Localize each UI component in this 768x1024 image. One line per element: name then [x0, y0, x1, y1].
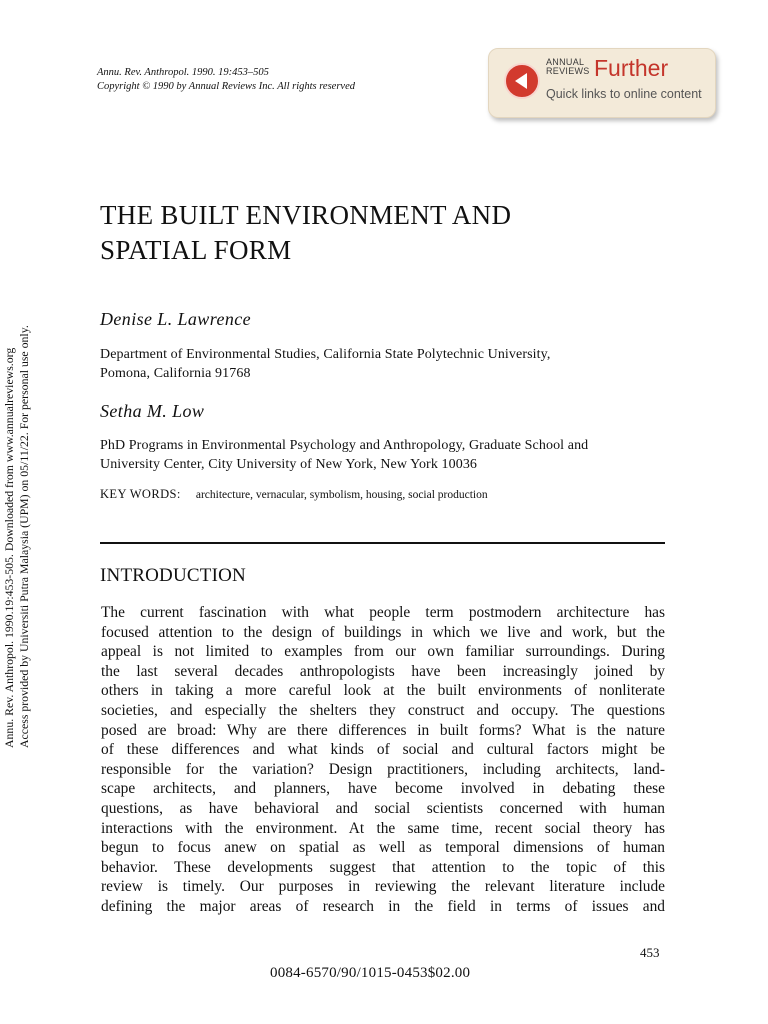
author-name: Setha M. Low — [100, 401, 205, 421]
author-affiliation: Department of Environmental Studies, California State Polytechnic University, Pomona, California 91768 — [100, 347, 551, 381]
text-line: review is timely. Our purposes in reviewing the relevant literature include — [101, 878, 665, 896]
keywords-label: KEY WORDS: — [100, 487, 181, 501]
section-heading: INTRODUCTION — [100, 565, 246, 586]
text-line: questions, as have behavioral and social scientists concerned with human — [101, 799, 665, 817]
text-line: focused attention to the design of buildings in which we live and work, but the — [101, 623, 665, 641]
text-line: behavior. These developments suggest that attention to the topic of this — [101, 858, 665, 876]
text-line: defining the major areas of research in the field in terms of issues and — [101, 897, 665, 915]
author-name: Denise L. Lawrence — [100, 309, 252, 329]
journal-header — [97, 66, 355, 94]
keywords — [100, 487, 488, 502]
title-line2: SPATIAL FORM — [100, 235, 292, 265]
text-line: responsible for the variation? Design practitioners, including architects, land- — [101, 760, 665, 778]
annual-reviews-brand: ANNUAL REVIEWS — [546, 57, 590, 76]
copyright: Copyright © 1990 by Annual Reviews Inc. All rights reserved — [97, 81, 355, 92]
article-title — [100, 198, 511, 268]
text-line: others in taking a more careful look at the built environments of nonliterate — [101, 682, 665, 700]
text-line: the last several decades anthropologists have been increasingly joined by — [101, 662, 665, 680]
text-line: of these differences and what kinds of social and cultural factors might be — [101, 741, 665, 759]
issn-code: 0084-6570/90/1015-0453$02.00 — [270, 965, 471, 981]
title-line1: THE BUILT ENVIRONMENT AND — [100, 200, 512, 230]
text-line: societies, and especially the shelters they construct and occupy. The questions — [101, 701, 665, 719]
further-wordmark: Further — [594, 55, 669, 81]
further-badge[interactable] — [488, 48, 716, 118]
text-line: posed are broad: Why are there differences in built forms? What is the nature — [101, 721, 665, 739]
page-number: 453 — [640, 945, 660, 960]
side-note-line2: Access provided by Universiti Putra Malaysia (UPM) on 05/11/22. For personal use only. — [17, 325, 31, 748]
citation: Annu. Rev. Anthropol. 1990. 19:453–505 — [97, 67, 269, 78]
side-note-line1: Annu. Rev. Anthropol. 1990.19:453-505. Downloaded from www.annualreviews.org — [2, 347, 16, 748]
text-line: scape architects, and planners, have become involved in debating these — [101, 780, 665, 798]
text-line: interactions with the environment. At the same time, recent social theory has — [101, 819, 665, 837]
body-paragraph — [101, 603, 665, 917]
further-tagline: Quick links to online content — [546, 87, 702, 101]
text-line: begun to focus anew on spatial as well as temporal dimensions of human — [101, 839, 665, 857]
author-affiliation: PhD Programs in Environmental Psychology and Anthropology, Graduate School and University Center, City University of New York, New York 10036 — [100, 438, 589, 472]
text-line: appeal is not limited to examples from our own familiar surroundings. During — [101, 643, 665, 661]
play-back-arrow-icon — [503, 62, 541, 100]
section-divider — [100, 542, 665, 544]
side-access-note — [2, 248, 32, 748]
keywords-list: architecture, vernacular, symbolism, housing, social production — [195, 489, 488, 501]
text-line: The current fascination with what people term postmodern architecture has — [101, 604, 665, 621]
